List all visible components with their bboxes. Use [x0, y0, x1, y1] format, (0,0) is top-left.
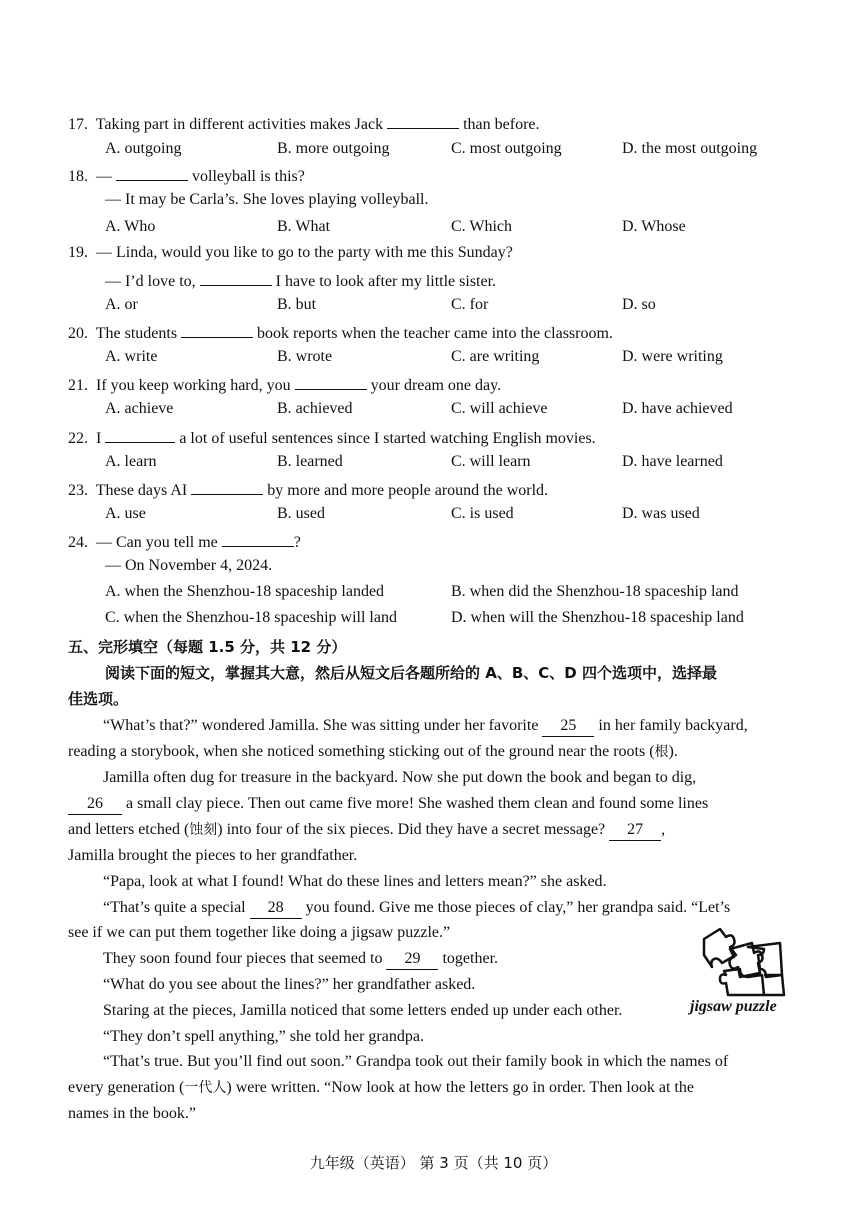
section-heading: 五、完形填空（每题 1.5 分，共 12 分） [68, 638, 347, 656]
option-c[interactable]: C. are writing [451, 348, 540, 365]
question-number: 24. [68, 534, 88, 551]
passage-text: They soon found four pieces that seemed to [103, 950, 383, 967]
cloze-blank-29[interactable]: 29 [386, 949, 438, 970]
passage-line [68, 820, 665, 841]
option-d[interactable]: D. were writing [622, 348, 723, 365]
question-number: 19. [68, 244, 88, 261]
passage-line: Jamilla brought the pieces to her grandfather. [68, 847, 358, 864]
passage-text: “What’s that?” wondered Jamilla. She was sitting under her favorite [103, 717, 539, 734]
passage-text: a small clay piece. Then out came five more! She washed them clean and found some lines [126, 795, 709, 812]
option-c[interactable]: C. is used [451, 505, 514, 522]
option-a[interactable]: A. achieve [105, 400, 174, 417]
cloze-blank-27[interactable]: 27 [609, 820, 661, 841]
answer-blank[interactable] [116, 164, 188, 181]
figure-caption: jigsaw puzzle [690, 998, 777, 1015]
option-c[interactable]: C. will achieve [451, 400, 548, 417]
gloss-cn: 根 [654, 744, 669, 760]
option-a[interactable]: A. use [105, 505, 146, 522]
question-text: If you keep working hard, you [96, 377, 291, 394]
answer-blank[interactable] [295, 373, 367, 390]
question-text: — Linda, would you like to go to the party with me this Sunday? [96, 244, 513, 261]
section-instructions-cont: 佳选项。 [68, 690, 129, 708]
cloze-blank-25[interactable]: 25 [542, 716, 594, 737]
passage-line: Staring at the pieces, Jamilla noticed that some letters ended up under each other. [103, 1002, 623, 1019]
passage-text: ) into four of the six pieces. Did they have a secret message? [217, 821, 606, 838]
passage-text: ) were written. “Now look at how the letters go in order. Then look at the [226, 1079, 694, 1096]
question-17 [68, 112, 540, 135]
question-text: These days AI [95, 482, 188, 499]
gloss-cn: 蚀刻 [189, 822, 218, 838]
passage-line: “That’s true. But you’ll find out soon.” Grandpa took out their family book in which the names of [103, 1053, 729, 1070]
option-c[interactable]: C. will learn [451, 453, 531, 470]
option-d[interactable]: D. the most outgoing [622, 140, 758, 157]
question-21 [68, 373, 501, 396]
option-c[interactable]: C. for [451, 296, 489, 313]
answer-blank[interactable] [105, 426, 175, 443]
question-text: — I’d love to, [105, 273, 196, 290]
option-c[interactable]: C. Which [451, 218, 513, 235]
option-d[interactable]: D. was used [622, 505, 700, 522]
option-d[interactable]: D. have learned [622, 453, 723, 470]
question-text: — [96, 168, 112, 185]
question-text: I have to look after my little sister. [275, 273, 497, 290]
answer-blank[interactable] [387, 112, 459, 129]
question-text: your dream one day. [370, 377, 502, 394]
option-c[interactable]: C. most outgoing [451, 140, 562, 157]
dialogue-line: — It may be Carla’s. She loves playing volleyball. [105, 191, 429, 208]
option-b[interactable]: B. wrote [277, 348, 333, 365]
question-text: by more and more people around the world. [267, 482, 549, 499]
option-a[interactable]: A. Who [105, 218, 156, 235]
question-text: I [96, 430, 102, 447]
option-d[interactable]: D. when will the Shenzhou-18 spaceship land [451, 609, 744, 626]
passage-line: Jamilla often dug for treasure in the backyard. Now she put down the book and began to dig, [103, 769, 697, 786]
option-a[interactable]: A. learn [105, 453, 157, 470]
option-a[interactable]: A. or [105, 296, 138, 313]
question-number: 22. [68, 430, 88, 447]
passage-line [103, 716, 748, 737]
question-text: than before. [463, 116, 540, 133]
section-instructions: 阅读下面的短文，掌握其大意，然后从短文后各题所给的 A、B、C、D 四个选项中，选择最 [105, 664, 717, 682]
dialogue-line: — On November 4, 2024. [105, 557, 273, 574]
passage-text: reading a storybook, when she noticed something sticking out of the ground near the roots ( [68, 743, 655, 760]
passage-line [68, 794, 708, 815]
question-text: a lot of useful sentences since I started watching English movies. [179, 430, 596, 447]
option-b[interactable]: B. learned [277, 453, 343, 470]
question-22 [68, 426, 596, 449]
question-24 [68, 530, 301, 553]
passage-line: see if we can put them together like doing a jigsaw puzzle.” [68, 924, 451, 941]
passage-line [68, 742, 678, 762]
passage-text: and letters etched ( [68, 821, 190, 838]
option-b[interactable]: B. What [277, 218, 331, 235]
question-19 [68, 243, 513, 263]
question-text: Taking part in different activities makes Jack [95, 116, 384, 133]
passage-line: names in the book.” [68, 1105, 196, 1122]
option-b[interactable]: B. achieved [277, 400, 353, 417]
option-d[interactable]: D. so [622, 296, 656, 313]
option-b[interactable]: B. used [277, 505, 325, 522]
option-a[interactable]: A. when the Shenzhou-18 spaceship landed [105, 583, 385, 600]
answer-blank[interactable] [181, 321, 253, 338]
question-number: 20. [68, 325, 88, 342]
question-18 [68, 164, 305, 187]
option-d[interactable]: D. have achieved [622, 400, 733, 417]
cloze-blank-28[interactable]: 28 [250, 898, 302, 919]
question-text: The students [95, 325, 178, 342]
option-b[interactable]: B. when did the Shenzhou-18 spaceship land [451, 583, 739, 600]
answer-blank[interactable] [191, 478, 263, 495]
question-text: ? [293, 534, 301, 551]
passage-text: together. [442, 950, 499, 967]
passage-line: “Papa, look at what I found! What do these lines and letters mean?” she asked. [103, 873, 607, 890]
question-23 [68, 478, 548, 501]
option-b[interactable]: B. but [277, 296, 317, 313]
passage-text: you found. Give me those pieces of clay,” her grandpa said. “Let’s [305, 899, 731, 916]
option-a[interactable]: A. write [105, 348, 158, 365]
option-a[interactable]: A. outgoing [105, 140, 182, 157]
passage-text: in her family backyard, [598, 717, 748, 734]
passage-line: “What do you see about the lines?” her grandfather asked. [103, 976, 476, 993]
passage-line [103, 898, 730, 919]
question-number: 18. [68, 168, 88, 185]
page-footer: 九年级（英语） 第 3 页（共 10 页） [309, 1154, 558, 1172]
question-20 [68, 321, 613, 344]
question-number: 21. [68, 377, 88, 394]
answer-blank[interactable] [222, 530, 294, 547]
jigsaw-puzzle-icon [700, 925, 786, 997]
passage-line [103, 949, 498, 970]
question-text: volleyball is this? [192, 168, 305, 185]
question-number: 17. [68, 116, 88, 133]
passage-text: , [661, 821, 666, 838]
question-text: book reports when the teacher came into the classroom. [257, 325, 613, 342]
passage-line: “They don’t spell anything,” she told her grandpa. [103, 1028, 424, 1045]
question-number: 23. [68, 482, 88, 499]
gloss-cn: 一代人 [184, 1080, 227, 1096]
dialogue-line [105, 269, 496, 292]
option-c[interactable]: C. when the Shenzhou-18 spaceship will land [105, 609, 397, 626]
passage-text: ). [668, 743, 678, 760]
question-text: — Can you tell me [96, 534, 218, 551]
cloze-blank-26[interactable]: 26 [68, 794, 122, 815]
passage-line [68, 1078, 694, 1098]
passage-text: “That’s quite a special [103, 899, 246, 916]
option-b[interactable]: B. more outgoing [277, 140, 390, 157]
option-d[interactable]: D. Whose [622, 218, 686, 235]
answer-blank[interactable] [200, 269, 272, 286]
passage-text: every generation ( [68, 1079, 185, 1096]
